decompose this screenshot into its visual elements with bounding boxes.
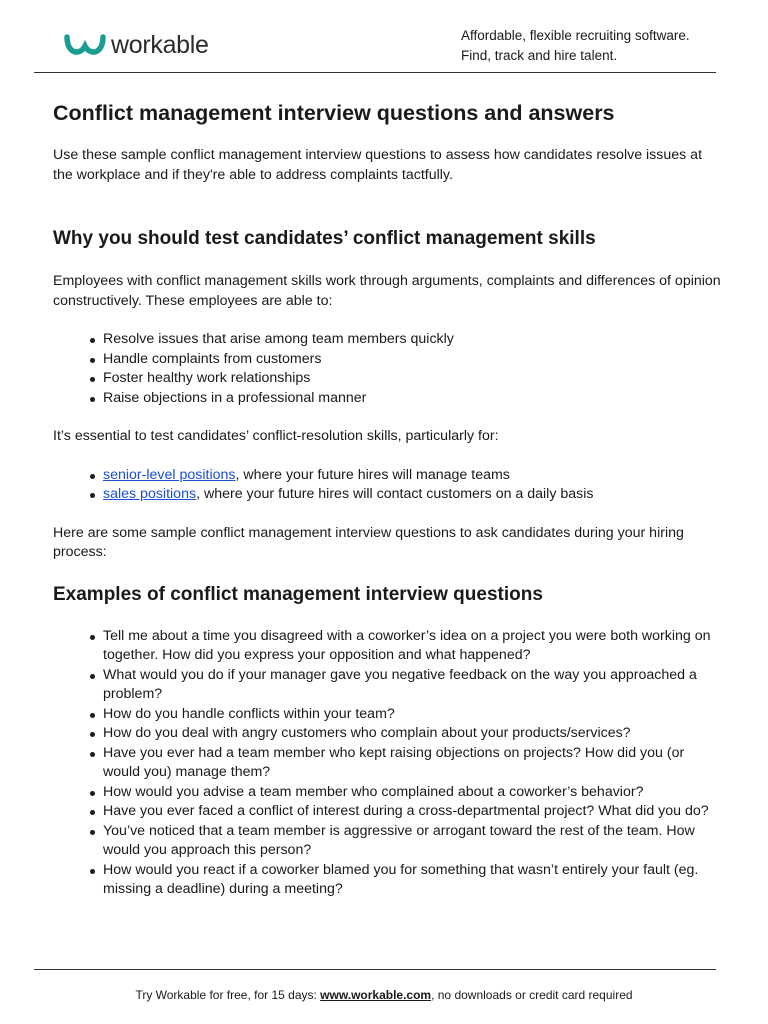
list-item: Tell me about a time you disagreed with a coworker’s idea on a project you were both working on together. How did you express your opposition and what happened? <box>103 627 723 666</box>
tagline-line-2: Find, track and hire talent. <box>461 48 618 63</box>
questions-list <box>53 627 723 900</box>
page-title: Conflict management interview questions and answers <box>53 101 615 125</box>
workable-logo[interactable] <box>64 30 209 60</box>
why-paragraph: Employees with conflict management skills work through arguments, complaints and differences of opinion constructively. These employees are able to: <box>53 273 721 309</box>
list-item-text: , where your future hires will contact customers on a daily basis <box>196 486 594 502</box>
list-item: Raise objections in a professional manner <box>103 389 723 409</box>
footer-divider <box>34 969 716 970</box>
sales-positions-link[interactable]: sales positions <box>103 486 197 502</box>
list-item: How would you react if a coworker blamed you for something that wasn’t entirely your fault (eg. missing a deadline) during a meeting? <box>103 861 723 900</box>
senior-level-positions-link[interactable]: senior-level positions <box>103 466 236 483</box>
why-heading: Why you should test candidates’ conflict management skills <box>53 228 596 249</box>
page-header <box>0 0 768 74</box>
list-item: How would you advise a team member who complained about a coworker’s behavior? <box>103 783 723 803</box>
positions-list <box>53 466 723 505</box>
list-item <box>103 466 723 486</box>
positions-paragraph: It’s essential to test candidates’ conflict-resolution skills, particularly for: <box>53 428 499 444</box>
header-tagline <box>461 26 690 66</box>
list-item: Handle complaints from customers <box>103 350 723 370</box>
footer-text: Try Workable for free, for 15 days: <box>135 988 321 1002</box>
logo-wordmark: workable <box>111 31 209 59</box>
examples-heading: Examples of conflict management interview questions <box>53 583 543 605</box>
list-item <box>103 485 723 505</box>
list-item-text: , where your future hires will manage teams <box>235 466 510 483</box>
list-item: Have you ever had a team member who kept raising objections on projects? How did you (or would you) manage them? <box>103 744 723 783</box>
document-body <box>53 96 723 900</box>
list-item: Have you ever faced a conflict of interest during a cross-departmental project? What did you do? <box>103 802 723 822</box>
skills-list <box>53 330 723 408</box>
questions-intro-paragraph: Here are some sample conflict management interview questions to ask candidates during your hiring process: <box>53 524 684 560</box>
list-item: How do you deal with angry customers who complain about your products/services? <box>103 724 723 744</box>
intro-paragraph: Use these sample conflict management interview questions to assess how candidates resolve issues at the workplace and if they're able to address complaints tactfully. <box>53 147 703 183</box>
list-item: Foster healthy work relationships <box>103 369 723 389</box>
footer-text: , no downloads or credit card required <box>431 988 633 1002</box>
list-item: How do you handle conflicts within your team? <box>103 705 723 725</box>
header-divider <box>34 72 716 73</box>
list-item: What would you do if your manager gave you negative feedback on the way you approached a problem? <box>103 666 723 705</box>
workable-website-link[interactable]: www.workable.com <box>320 988 432 1002</box>
list-item: Resolve issues that arise among team members quickly <box>103 330 723 350</box>
list-item: You’ve noticed that a team member is aggressive or arrogant toward the rest of the team. How would you approach this person? <box>103 822 723 861</box>
page-footer <box>0 986 768 1004</box>
tagline-line-1: Affordable, flexible recruiting software. <box>461 28 690 43</box>
workable-logo-icon <box>64 32 106 58</box>
